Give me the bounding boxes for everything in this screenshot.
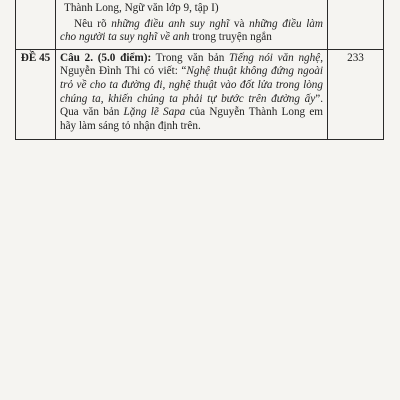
exam-label-cell: ĐỀ 45 (16, 49, 56, 140)
source-line: Thành Long, Ngữ văn lớp 9, tập I) (64, 2, 219, 14)
table-row (16, 0, 384, 49)
work-title: Lặng lẽ Sapa (123, 106, 186, 119)
question-text: Câu 2. (5.0 điểm): Trong văn bản Tiếng nói văn nghệ, Nguyễn Đình Thi có viết: “Nghệ thuật không đứng ngoài trỏ về cho ta đường đi, nghệ thuật vào đốt lửa trong lòng chúng ta, khiến chúng ta phải tự bước trên đường ấy”. Qua văn bản Lặng lẽ Sapa của Nguyễn Thành Long em hãy làm sáng tỏ nhận định trên. (60, 51, 324, 132)
page-number-cell: 233 (328, 49, 384, 140)
page-number-cell (328, 0, 384, 49)
instruction-text: Nêu rõ những điều anh suy nghĩ và những điều làm cho người ta suy nghĩ về anh trong truyện ngắn (60, 17, 323, 44)
question-title: Câu 2. (5.0 điểm): (60, 51, 152, 64)
table-row (16, 49, 384, 140)
question-cell (56, 0, 328, 49)
question-cell (56, 49, 328, 140)
contents-table (15, 0, 384, 140)
exam-label-cell (16, 0, 56, 49)
work-title: Tiếng nói văn nghệ (229, 51, 321, 64)
quotation: Nghệ thuật không đứng ngoài trỏ về cho ta đường đi, nghệ thuật vào đốt lửa trong lòng chúng ta, khiến chúng ta phải tự bước trên đường ấy (60, 65, 323, 105)
